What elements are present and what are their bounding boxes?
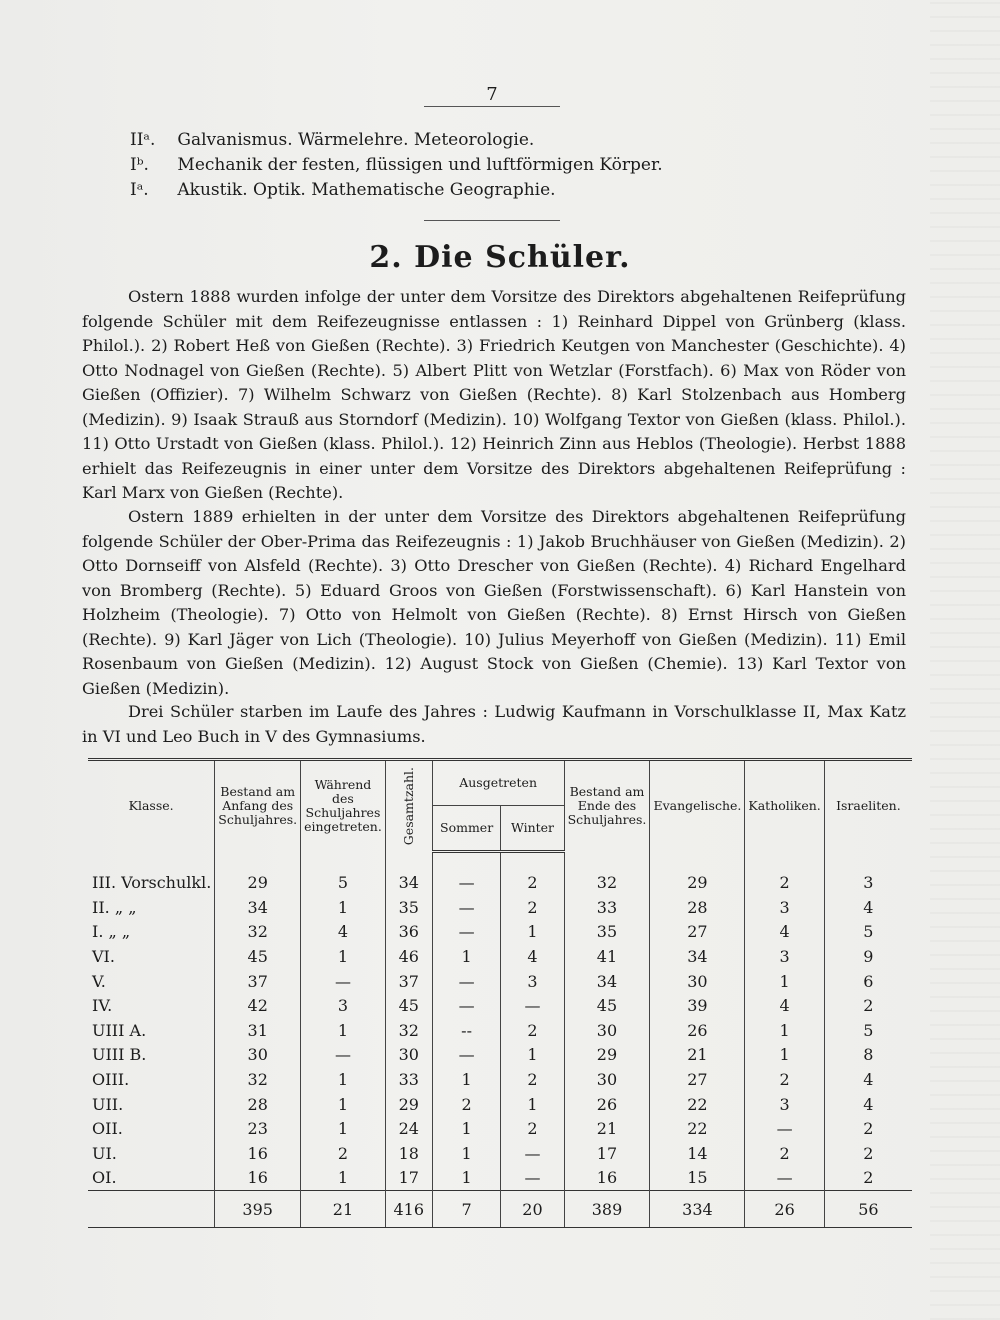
cell-sommer: 1 — [432, 1141, 501, 1166]
cell-gesamt: 37 — [385, 969, 432, 994]
total-winter: 20 — [501, 1191, 564, 1228]
cell-anfang: 29 — [215, 851, 301, 895]
cell-sommer: — — [432, 993, 501, 1018]
cell-klasse: UIII B. — [92, 1045, 147, 1065]
cell-kath: 2 — [745, 851, 824, 895]
table-row — [88, 1018, 912, 1043]
cell-isr: 5 — [824, 920, 912, 945]
cell-winter: 1 — [501, 1092, 564, 1117]
header-ausgetreten: Ausgetreten — [432, 760, 564, 806]
cell-ev: 22 — [650, 1092, 745, 1117]
paragraph-graduates-1889 — [82, 505, 906, 701]
cell-gesamt: 24 — [385, 1116, 432, 1141]
paragraph-text: Ostern 1888 wurden infolge der unter dem Vorsitze des Direktors abgehaltenen Reifeprüfung folgende Schüler mit dem Reifezeugnisse entlassen : 1) Reinhard Dippel von Grünberg (klass. Philol.). 2) Robert Heß von Gießen (Rechte). 3) Friedrich Keutgen von Manchester (Geschichte). 4) Otto Nodnagel von Gießen (Rechte). 5) Albert Plitt von Wetzlar (Forstfach). 6) Max von Röder von Gießen (Offizier). 7) Wilhelm Schwarz von Gießen (Rechte). 8) Karl Stolzenbach aus Homberg (Medizin). 9) Isaak Strauß aus Storndorf (Medizin). 10) Wolfgang Textor von Gießen (klass. Philol.). 11) Otto Urstadt von Gießen (klass. Philol.). 12) Heinrich Zinn aus Heblos (Theologie). Herbst 1888 erhielt das Reifezeugnis in einer unter dem Vorsitze des Direktors abgehaltenen Reifeprüfung : Karl Marx von Gießen (Rechte). — [82, 287, 906, 502]
cell-ev: 27 — [650, 920, 745, 945]
cell-anfang: 42 — [215, 993, 301, 1018]
cell-klasse: UII. — [92, 1094, 124, 1114]
table-row — [88, 1166, 912, 1191]
header-gesamtzahl-label: Gesamtzahl. — [400, 766, 416, 846]
cell-winter: 2 — [501, 895, 564, 920]
subject-class: Iᵃ. — [130, 180, 149, 200]
table-row — [88, 1043, 912, 1068]
cell-anfang: 16 — [215, 1141, 301, 1166]
cell-kath: 3 — [745, 944, 824, 969]
header-evangelische: Evangelische. — [650, 760, 745, 852]
cell-gesamt: 36 — [385, 920, 432, 945]
cell-kath: 3 — [745, 895, 824, 920]
cell-eingetreten: 1 — [301, 1067, 386, 1092]
cell-anfang: 45 — [215, 944, 301, 969]
paragraph-graduates-1888 — [82, 285, 906, 506]
cell-isr: 6 — [824, 969, 912, 994]
cell-sommer: 1 — [432, 1067, 501, 1092]
cell-anfang: 34 — [215, 895, 301, 920]
total-katholiken: 26 — [745, 1191, 824, 1228]
cell-isr: 4 — [824, 895, 912, 920]
cell-sommer: — — [432, 895, 501, 920]
paragraph-text: Ostern 1889 erhielten in der unter dem Vorsitze des Direktors abgehaltenen Reifeprüfung folgende Schüler der Ober-Prima das Reifezeugnis : 1) Jakob Bruchhäuser von Gießen (Medizin). 2) Otto Dornseiff von Alsfeld (Rechte). 3) Otto Drescher von Gießen (Rechte). 4) Richard Engelhard von Bromberg (Rechte). 5) Eduard Groos von Gießen (Forstwissenschaft). 6) Karl Hanstein von Holzheim (Theologie). 7) Otto von Helmolt von Gießen (Rechte). 8) Ernst Hirsch von Gießen (Rechte). 9) Karl Jäger von Lich (Theologie). 10) Julius Meyerhoff von Gießen (Medizin). 11) Emil Rosenbaum von Gießen (Medizin). 12) August Stock von Gießen (Chemie). 13) Karl Textor von Gießen (Medizin). — [82, 507, 906, 698]
table-row — [88, 993, 912, 1018]
subject-row — [130, 128, 663, 153]
subject-text: Mechanik der festen, flüssigen und luftförmigen Körper. — [177, 155, 663, 175]
cell-sommer: -- — [432, 1018, 501, 1043]
cell-klasse: OIII. — [92, 1070, 130, 1090]
table-row — [88, 851, 912, 895]
total-evangelische: 334 — [650, 1191, 745, 1228]
cell-isr: 2 — [824, 1116, 912, 1141]
header-bestand-anfang: Bestand am Anfang des Schuljahres. — [215, 760, 301, 852]
header-israeliten: Israeliten. — [824, 760, 912, 852]
cell-winter: — — [501, 1166, 564, 1191]
header-bestand-ende: Bestand am Ende des Schuljahres. — [564, 760, 650, 852]
student-statistics-table — [88, 758, 912, 1228]
cell-kath: 4 — [745, 920, 824, 945]
cell-eingetreten: 2 — [301, 1141, 386, 1166]
cell-ende: 16 — [564, 1166, 650, 1191]
cell-ende: 30 — [564, 1018, 650, 1043]
cell-isr: 8 — [824, 1043, 912, 1068]
cell-klasse: UI. — [92, 1143, 117, 1163]
cell-eingetreten: — — [301, 969, 386, 994]
cell-kath: 1 — [745, 1018, 824, 1043]
cell-ev: 14 — [650, 1141, 745, 1166]
table-row — [88, 1092, 912, 1117]
cell-isr: 2 — [824, 1141, 912, 1166]
subject-row — [130, 153, 663, 178]
header-katholiken: Katholiken. — [745, 760, 824, 852]
cell-ende: 41 — [564, 944, 650, 969]
table-row — [88, 920, 912, 945]
cell-isr: 9 — [824, 944, 912, 969]
cell-ende: 34 — [564, 969, 650, 994]
cell-kath: 3 — [745, 1092, 824, 1117]
cell-klasse: II. „ „ — [92, 897, 137, 917]
cell-kath: 2 — [745, 1141, 824, 1166]
section-rule — [424, 220, 560, 221]
cell-gesamt: 46 — [385, 944, 432, 969]
subject-text: Galvanismus. Wärmelehre. Meteorologie. — [177, 130, 535, 150]
cell-kath: — — [745, 1166, 824, 1191]
cell-anfang: 32 — [215, 920, 301, 945]
cell-ev: 28 — [650, 895, 745, 920]
cell-isr: 3 — [824, 851, 912, 895]
cell-anfang: 31 — [215, 1018, 301, 1043]
cell-gesamt: 35 — [385, 895, 432, 920]
total-ende: 389 — [564, 1191, 650, 1228]
cell-klasse: UIII A. — [92, 1020, 147, 1040]
cell-ende: 35 — [564, 920, 650, 945]
cell-ende: 21 — [564, 1116, 650, 1141]
cell-eingetreten: 3 — [301, 993, 386, 1018]
cell-kath: 1 — [745, 1043, 824, 1068]
cell-eingetreten: 5 — [301, 851, 386, 895]
table-row — [88, 1067, 912, 1092]
total-sommer: 7 — [432, 1191, 501, 1228]
table-row — [88, 944, 912, 969]
table-row — [88, 895, 912, 920]
cell-eingetreten: 1 — [301, 1018, 386, 1043]
paragraph-text: Drei Schüler starben im Laufe des Jahres : Ludwig Kaufmann in Vorschulklasse II, Max Katz in VI und Leo Buch in V des Gymnasiums. — [82, 702, 906, 746]
cell-ev: 21 — [650, 1043, 745, 1068]
cell-ev: 34 — [650, 944, 745, 969]
cell-sommer: — — [432, 1043, 501, 1068]
cell-kath: 4 — [745, 993, 824, 1018]
cell-isr: 4 — [824, 1067, 912, 1092]
cell-sommer: — — [432, 969, 501, 994]
cell-kath: 1 — [745, 969, 824, 994]
cell-eingetreten: 1 — [301, 1166, 386, 1191]
table-row — [88, 1141, 912, 1166]
header-winter: Winter — [501, 806, 564, 852]
header-eingetreten: Während des Schuljahres eingetreten. — [301, 760, 386, 852]
cell-klasse: III. Vorschulkl. — [92, 872, 212, 892]
cell-ende: 30 — [564, 1067, 650, 1092]
cell-gesamt: 18 — [385, 1141, 432, 1166]
cell-gesamt: 32 — [385, 1018, 432, 1043]
cell-winter: 2 — [501, 851, 564, 895]
cell-klasse: IV. — [92, 996, 113, 1016]
cell-klasse: I. „ „ — [92, 922, 131, 942]
cell-ende: 32 — [564, 851, 650, 895]
cell-winter: 1 — [501, 920, 564, 945]
cell-gesamt: 17 — [385, 1166, 432, 1191]
cell-ende: 45 — [564, 993, 650, 1018]
subject-class: Iᵇ. — [130, 155, 149, 175]
total-gesamt: 416 — [385, 1191, 432, 1228]
header-sommer: Sommer — [432, 806, 501, 852]
cell-gesamt: 29 — [385, 1092, 432, 1117]
cell-gesamt: 34 — [385, 851, 432, 895]
total-anfang: 395 — [215, 1191, 301, 1228]
cell-ev: 27 — [650, 1067, 745, 1092]
subject-class: IIᵃ. — [130, 130, 156, 150]
cell-sommer: 1 — [432, 1116, 501, 1141]
cell-isr: 5 — [824, 1018, 912, 1043]
cell-winter: 2 — [501, 1116, 564, 1141]
cell-eingetreten: 4 — [301, 920, 386, 945]
cell-winter: 3 — [501, 969, 564, 994]
cell-ende: 33 — [564, 895, 650, 920]
cell-ende: 17 — [564, 1141, 650, 1166]
cell-eingetreten: — — [301, 1043, 386, 1068]
paragraph-deaths — [82, 700, 906, 749]
cell-sommer: 2 — [432, 1092, 501, 1117]
cell-anfang: 32 — [215, 1067, 301, 1092]
cell-anfang: 30 — [215, 1043, 301, 1068]
header-rule — [424, 106, 560, 107]
cell-ev: 29 — [650, 851, 745, 895]
totals-row — [88, 1191, 912, 1228]
cell-winter: — — [501, 1141, 564, 1166]
subject-list — [130, 128, 663, 203]
cell-anfang: 23 — [215, 1116, 301, 1141]
cell-gesamt: 30 — [385, 1043, 432, 1068]
cell-anfang: 16 — [215, 1166, 301, 1191]
cell-eingetreten: 1 — [301, 944, 386, 969]
total-klasse — [88, 1191, 215, 1228]
cell-ev: 15 — [650, 1166, 745, 1191]
cell-kath: 2 — [745, 1067, 824, 1092]
cell-gesamt: 45 — [385, 993, 432, 1018]
section-heading: 2. Die Schüler. — [369, 240, 631, 275]
cell-ev: 22 — [650, 1116, 745, 1141]
header-klasse: Klasse. — [88, 760, 215, 852]
total-israeliten: 56 — [824, 1191, 912, 1228]
table-row — [88, 1116, 912, 1141]
page-number: 7 — [486, 84, 498, 105]
cell-isr: 2 — [824, 993, 912, 1018]
bleed-through — [930, 0, 1000, 1320]
cell-eingetreten: 1 — [301, 895, 386, 920]
cell-ende: 26 — [564, 1092, 650, 1117]
cell-sommer: 1 — [432, 1166, 501, 1191]
cell-klasse: VI. — [92, 947, 115, 967]
cell-sommer: 1 — [432, 944, 501, 969]
cell-anfang: 37 — [215, 969, 301, 994]
cell-gesamt: 33 — [385, 1067, 432, 1092]
cell-eingetreten: 1 — [301, 1116, 386, 1141]
cell-isr: 2 — [824, 1166, 912, 1191]
cell-eingetreten: 1 — [301, 1092, 386, 1117]
cell-sommer: — — [432, 920, 501, 945]
subject-text: Akustik. Optik. Mathematische Geographie. — [177, 180, 556, 200]
cell-winter: — — [501, 993, 564, 1018]
table-body — [88, 851, 912, 1191]
total-eingetreten: 21 — [301, 1191, 386, 1228]
cell-sommer: — — [432, 851, 501, 895]
cell-winter: 1 — [501, 1043, 564, 1068]
cell-winter: 2 — [501, 1067, 564, 1092]
cell-isr: 4 — [824, 1092, 912, 1117]
cell-winter: 4 — [501, 944, 564, 969]
cell-ev: 26 — [650, 1018, 745, 1043]
cell-anfang: 28 — [215, 1092, 301, 1117]
cell-ende: 29 — [564, 1043, 650, 1068]
cell-winter: 2 — [501, 1018, 564, 1043]
cell-kath: — — [745, 1116, 824, 1141]
subject-row — [130, 178, 663, 203]
cell-klasse: OII. — [92, 1119, 123, 1139]
table-row — [88, 969, 912, 994]
cell-klasse: OI. — [92, 1168, 117, 1188]
cell-klasse: V. — [92, 971, 106, 991]
cell-ev: 30 — [650, 969, 745, 994]
header-gesamtzahl — [385, 760, 432, 852]
cell-ev: 39 — [650, 993, 745, 1018]
